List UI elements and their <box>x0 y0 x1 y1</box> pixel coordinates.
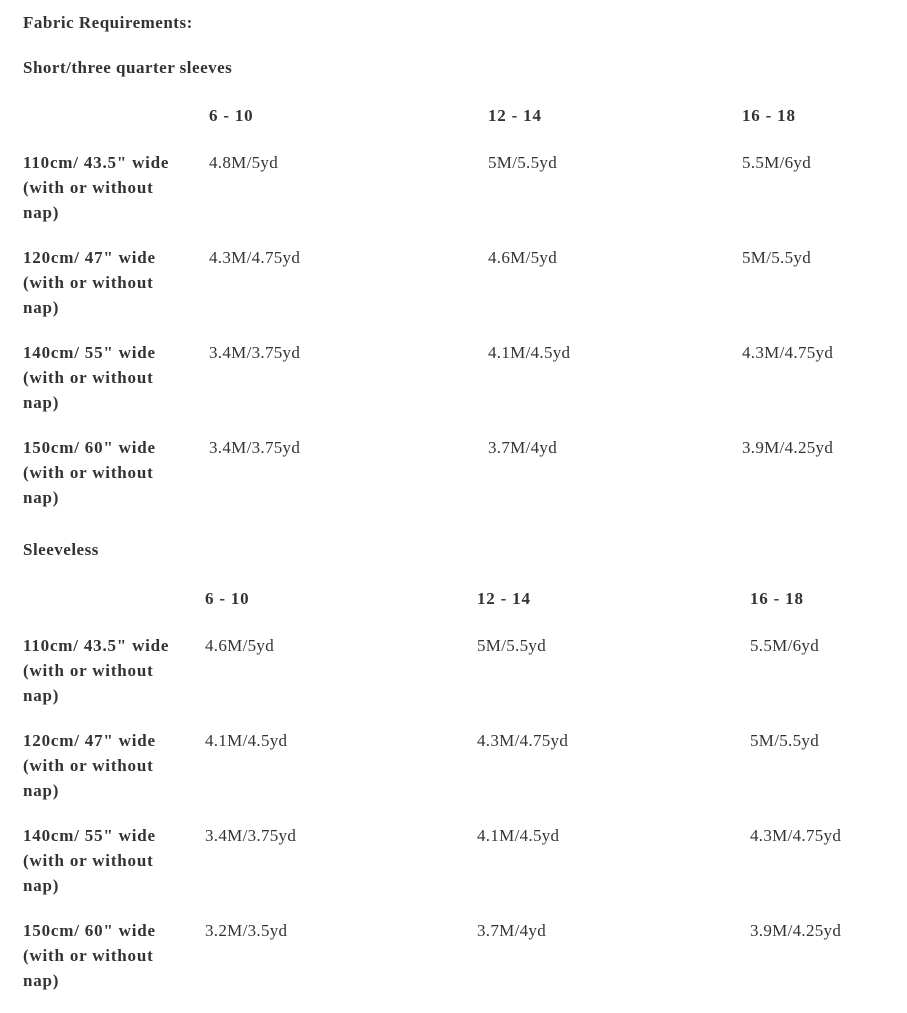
cell-value: 5.5M/6yd <box>742 153 811 172</box>
row-label-text: 120cm/ 47" wide (with or without nap) <box>23 248 156 317</box>
cell-value: 5.5M/6yd <box>750 636 819 655</box>
cell-value: 4.6M/5yd <box>488 248 557 267</box>
header-size-12-14: 12 - 14 <box>477 589 531 608</box>
section-title-sleeveless: Sleeveless <box>23 540 99 559</box>
table-row <box>23 728 883 823</box>
cell-value: 4.1M/4.5yd <box>488 343 571 362</box>
table-row <box>23 918 883 1013</box>
row-label-text: 150cm/ 60" wide (with or without nap) <box>23 438 156 507</box>
cell-value: 4.3M/4.75yd <box>750 826 842 845</box>
cell-value: 4.6M/5yd <box>205 636 274 655</box>
cell-value: 4.3M/4.75yd <box>209 248 301 267</box>
table-header-row <box>23 589 883 633</box>
row-label-text: 110cm/ 43.5" wide (with or without nap) <box>23 153 170 222</box>
table-row <box>23 150 883 245</box>
table-row <box>23 245 883 340</box>
row-label <box>23 435 209 530</box>
header-size-16-18: 16 - 18 <box>742 106 796 125</box>
cell-value: 3.9M/4.25yd <box>750 921 842 940</box>
row-label <box>23 823 205 918</box>
cell-value: 3.4M/3.75yd <box>209 438 301 457</box>
cell-value: 5M/5.5yd <box>477 636 546 655</box>
table-row <box>23 435 883 530</box>
header-size-6-10: 6 - 10 <box>209 106 254 125</box>
cell-value: 5M/5.5yd <box>488 153 557 172</box>
cell-value: 3.7M/4yd <box>488 438 557 457</box>
header-cell-empty <box>23 589 205 633</box>
row-label <box>23 918 205 1013</box>
cell-value: 4.1M/4.5yd <box>205 731 288 750</box>
fabric-table-sleeveless <box>23 589 883 1013</box>
header-size-12-14: 12 - 14 <box>488 106 542 125</box>
cell-value: 3.4M/3.75yd <box>205 826 297 845</box>
header-size-16-18: 16 - 18 <box>750 589 804 608</box>
cell-value: 4.3M/4.75yd <box>742 343 834 362</box>
cell-value: 3.9M/4.25yd <box>742 438 834 457</box>
cell-value: 4.8M/5yd <box>209 153 278 172</box>
row-label <box>23 728 205 823</box>
row-label <box>23 150 209 245</box>
section-title-sleeves: Short/three quarter sleeves <box>23 58 233 77</box>
cell-value: 3.2M/3.5yd <box>205 921 288 940</box>
row-label-text: 140cm/ 55" wide (with or without nap) <box>23 343 156 412</box>
row-label-text: 110cm/ 43.5" wide (with or without nap) <box>23 636 170 705</box>
header-cell-empty <box>23 106 209 150</box>
row-label <box>23 340 209 435</box>
row-label <box>23 245 209 340</box>
table-row <box>23 823 883 918</box>
row-label <box>23 633 205 728</box>
cell-value: 4.3M/4.75yd <box>477 731 569 750</box>
cell-value: 5M/5.5yd <box>750 731 819 750</box>
row-label-text: 120cm/ 47" wide (with or without nap) <box>23 731 156 800</box>
table-row <box>23 633 883 728</box>
cell-value: 4.1M/4.5yd <box>477 826 560 845</box>
page-title: Fabric Requirements: <box>23 13 193 32</box>
table-header-row <box>23 106 883 150</box>
header-size-6-10: 6 - 10 <box>205 589 250 608</box>
row-label-text: 150cm/ 60" wide (with or without nap) <box>23 921 156 990</box>
cell-value: 3.4M/3.75yd <box>209 343 301 362</box>
cell-value: 3.7M/4yd <box>477 921 546 940</box>
table-row <box>23 340 883 435</box>
fabric-table-sleeves <box>23 106 883 530</box>
cell-value: 5M/5.5yd <box>742 248 811 267</box>
row-label-text: 140cm/ 55" wide (with or without nap) <box>23 826 156 895</box>
